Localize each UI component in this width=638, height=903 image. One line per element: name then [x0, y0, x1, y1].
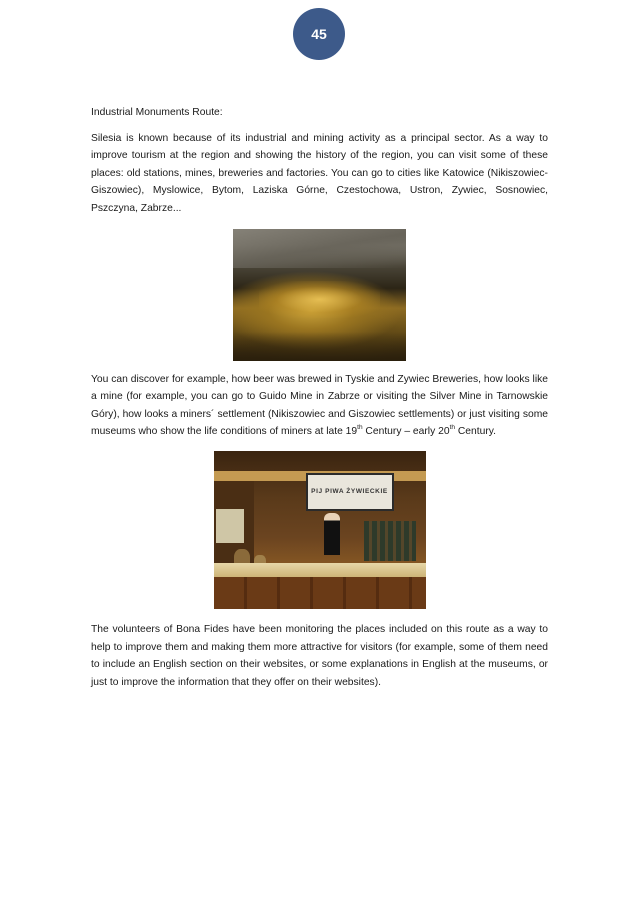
discover-text-c: Century. — [454, 426, 496, 438]
discover-paragraph — [91, 371, 548, 441]
volunteers-paragraph: The volunteers of Bona Fides have been monitoring the places included on this route as a way to help to improve them and making them more attractive for visitors (for example, some of them need to include an English section on their websites, or some explanations in English at the museums, or just to improve the information that they offer on their websites). — [91, 623, 548, 688]
document-body — [91, 104, 548, 691]
discover-text-b: Century – early 20 — [362, 426, 450, 438]
intro-paragraph: Silesia is known because of its industrial and mining activity as a principal sector. As a way to improve tourism at the region and showing the history of the region, you can visit some of these places: old stations, mines, breweries and factories. You can go to cities like Katowice (Nikiszowiec-Giszowiec), Myslowice, Bytom, Laziska Górne, Czestochowa, Ustron, Zywiec, Sosnowiec, Pszczyna, Zabrze... — [91, 132, 548, 214]
mine-floor — [233, 332, 406, 361]
bartender-figure — [324, 513, 340, 555]
page-number-badge — [293, 8, 345, 60]
mine-light-glow — [259, 281, 380, 318]
beer-sign-text: PIJ PIWA ŻYWIECKIE — [311, 488, 388, 496]
page-number: 45 — [311, 26, 327, 42]
bar-window — [216, 509, 244, 543]
brewery-bar-photo — [214, 451, 426, 609]
mine-photo — [233, 229, 406, 361]
bottle-shelf — [364, 521, 416, 561]
beer-sign — [306, 473, 394, 511]
mine-ceiling — [233, 229, 406, 269]
superscript-th-1: th — [357, 424, 363, 432]
section-heading: Industrial Monuments Route: — [91, 107, 223, 118]
discover-text-a: You can discover for example, how beer was brewed in Tyskie and Zywiec Breweries, how looks like a mine (for example, you can go to Guido Mine in Zabrze or visiting the Silver Mine in Tarnowskie Góry), how looks a miners´ settlement (Nikiszowiec and Giszowiec settlements) or just visiting some museums who show the life conditions of miners at late 19 — [91, 373, 548, 438]
bar-counter — [214, 577, 426, 609]
bar-counter-top — [214, 563, 426, 577]
superscript-th-2: th — [449, 424, 455, 432]
